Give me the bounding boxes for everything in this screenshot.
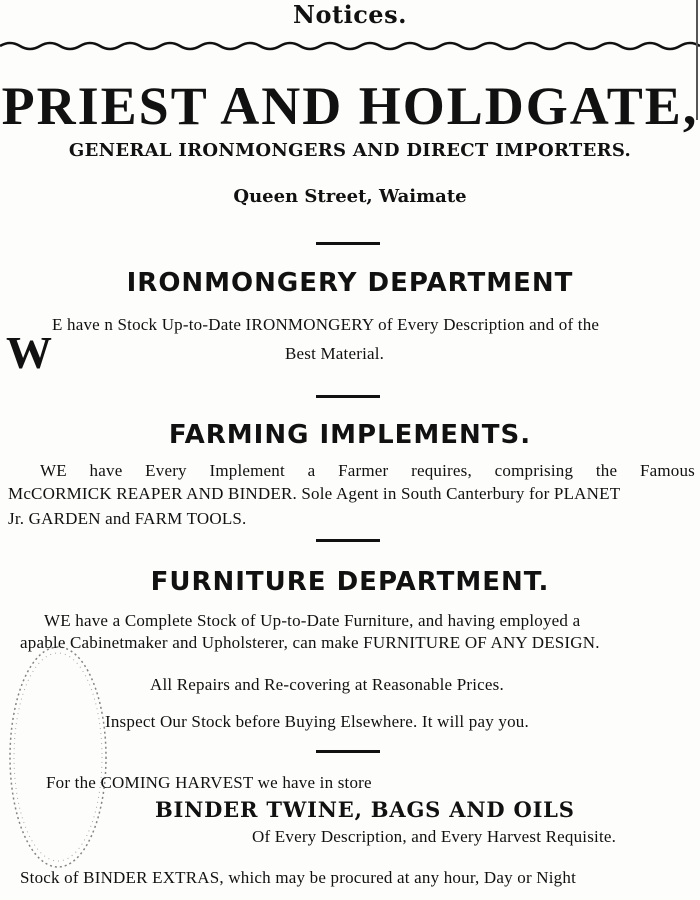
ink-stamp-oval [0, 635, 120, 880]
ironmongery-heading: IRONMONGERY DEPARTMENT [126, 268, 574, 298]
harvest-line-1: Of Every Description, and Every Harvest Requisite. [252, 827, 617, 846]
furniture-line-2: apable Cabinetmaker and Upholsterer, can make FURNITURE OF ANY DESIGN. [20, 633, 600, 652]
wavy-divider [0, 38, 700, 54]
farming-line-1: WE have Every Implement a Farmer requires, comprising the Famous [40, 461, 695, 480]
firm-subtitle: GENERAL IRONMONGERS AND DIRECT IMPORTERS. [68, 140, 632, 161]
section-divider [316, 395, 380, 398]
firm-address: Queen Street, Waimate [233, 186, 467, 207]
firm-name: PRIEST AND HOLDGATE, [1, 76, 699, 136]
section-divider [316, 242, 380, 245]
harvest-intro: For the COMING HARVEST we have in store [46, 773, 372, 792]
section-divider [316, 750, 380, 753]
ironmongery-line-2: Best Material. [285, 344, 385, 363]
furniture-heading: FURNITURE DEPARTMENT. [150, 567, 550, 597]
ironmongery-line-1: E have n Stock Up-to-Date IRONMONGERY of Every Description and of the [52, 315, 600, 334]
furniture-line-1: WE have a Complete Stock of Up-to-Date Furniture, and having employed a [44, 611, 581, 630]
harvest-line-2: Stock of BINDER EXTRAS, which may be procured at any hour, Day or Night [20, 868, 577, 887]
binder-twine-heading: BINDER TWINE, BAGS AND OILS [155, 797, 575, 822]
drop-cap: W [6, 327, 52, 378]
farming-heading: FARMING IMPLEMENTS. [168, 420, 532, 450]
notices-title: Notices. [293, 0, 407, 29]
section-divider [316, 539, 380, 542]
repairs-note: All Repairs and Re-covering at Reasonable Prices. [150, 675, 504, 694]
farming-line-2: McCORMICK REAPER AND BINDER. Sole Agent in South Canterbury for PLANET [8, 484, 621, 503]
inspect-note: Inspect Our Stock before Buying Elsewhere. It will pay you. [105, 712, 529, 731]
farming-line-3: Jr. GARDEN and FARM TOOLS. [8, 509, 247, 528]
